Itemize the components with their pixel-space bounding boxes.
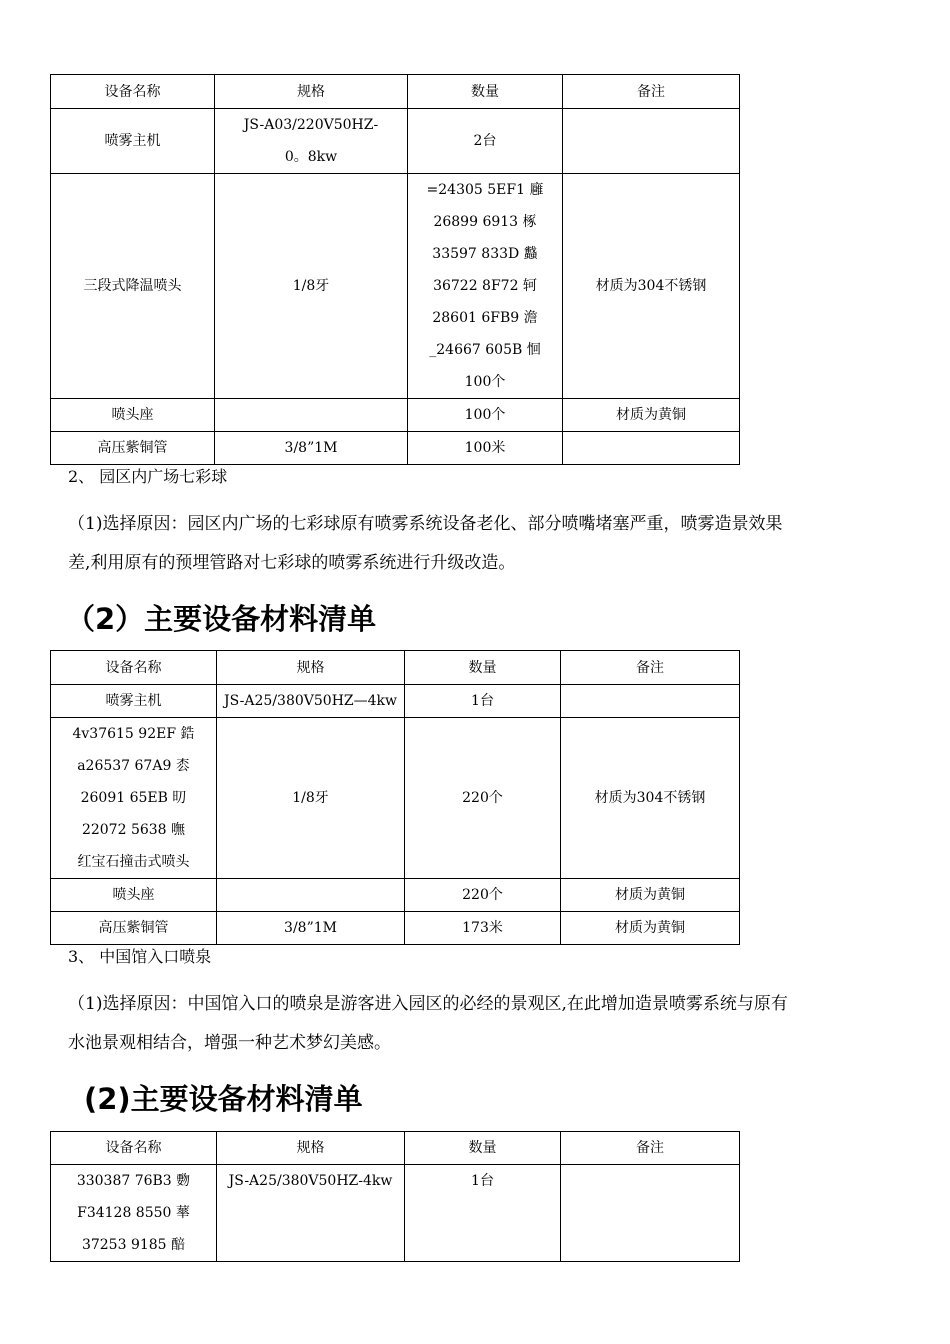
cell-line: 4v37615 92EF 鋯 (72, 726, 195, 742)
cell-line: 28601 6FB9 澹 (432, 310, 538, 326)
table-row (51, 685, 740, 718)
cell-line: 220个 (462, 887, 503, 903)
table-row (51, 174, 740, 399)
table-header-row (51, 651, 740, 685)
table-header-row (51, 1132, 740, 1165)
header-cell: 规格 (215, 75, 408, 109)
cell-qty (408, 399, 563, 432)
cell-qty (408, 432, 563, 465)
header-cell: 备注 (563, 75, 740, 109)
cell-name (51, 399, 215, 432)
cell-name (51, 432, 215, 465)
cell-line: 喷雾主机 (104, 133, 161, 149)
cell-line: 26899 6913 椓 (433, 214, 537, 230)
cell-name (51, 912, 217, 945)
cell-line: 高压紫铜管 (98, 920, 169, 936)
cell-spec (217, 912, 405, 945)
cell-name (51, 109, 215, 174)
cell-spec (215, 399, 408, 432)
cell-note (561, 685, 740, 718)
cell-line: 220个 (462, 790, 503, 806)
header-cell: 数量 (408, 75, 563, 109)
equipment-table-3 (50, 1131, 740, 1262)
cell-line: 3/8”1M (284, 440, 338, 456)
cell-name (51, 879, 217, 912)
header-cell: 数量 (405, 651, 561, 685)
equipment-table-1 (50, 74, 740, 465)
cell-line: 33597 833D 蠽 (432, 246, 538, 262)
cell-line: 1/8牙 (292, 790, 329, 806)
cell-line: 喷头座 (112, 887, 155, 903)
cell-name (51, 685, 217, 718)
cell-note (563, 399, 740, 432)
cell-line: 材质为304不锈钢 (595, 278, 707, 294)
cell-line: 红宝石撞击式喷头 (77, 854, 190, 870)
table-row (51, 432, 740, 465)
cell-note (561, 1165, 740, 1262)
cell-line: 26091 65EB 旫 (80, 790, 187, 806)
cell-line: 1/8牙 (292, 278, 330, 294)
cell-qty (405, 685, 561, 718)
table-row (51, 1165, 740, 1262)
header-cell: 设备名称 (51, 75, 215, 109)
cell-line: 1台 (471, 1173, 494, 1189)
table-row (51, 109, 740, 174)
cell-note (563, 432, 740, 465)
cell-line: JS-A25/380V50HZ—4kw (223, 693, 398, 709)
cell-line: 100个 (464, 407, 506, 423)
cell-spec (215, 109, 408, 174)
table-row (51, 879, 740, 912)
header-cell: 设备名称 (51, 1132, 217, 1165)
header-cell: 规格 (217, 1132, 405, 1165)
cell-line: 材质为黄铜 (615, 887, 685, 903)
cell-qty (405, 912, 561, 945)
paragraph-line: （1)选择原因：中国馆入口的喷泉是游客进入园区的必经的景观区,在此增加造景喷雾系统与原有 (68, 994, 788, 1014)
paragraph-line: （1)选择原因：园区内广场的七彩球原有喷雾系统设备老化、部分喷嘴堵塞严重，喷雾造景效果 (68, 514, 783, 534)
cell-note (563, 174, 740, 399)
section-paragraph (68, 985, 898, 1063)
cell-line: 0。8kw (284, 149, 338, 165)
cell-line: 三段式降温喷头 (83, 278, 182, 294)
cell-line: _24667 605B 恛 (429, 342, 541, 358)
cell-line: 22072 5638 嘸 (81, 822, 186, 838)
cell-spec (217, 879, 405, 912)
cell-line: 330387 76B3 覅 (76, 1173, 191, 1189)
header-cell: 设备名称 (51, 651, 217, 685)
cell-line: 材质为黄铜 (616, 407, 686, 423)
cell-line: a26537 67A9 枩 (77, 758, 190, 774)
cell-line: 1台 (471, 693, 494, 709)
cell-line: =24305 5EF1 廱 (426, 182, 544, 198)
list-title: (2)主要设备材料清单 (84, 1082, 363, 1116)
cell-note (561, 718, 740, 879)
cell-spec (215, 432, 408, 465)
list-title: （2）主要设备材料清单 (66, 602, 377, 636)
cell-line: 喷雾主机 (105, 693, 162, 709)
paragraph-line: 水池景观相结合，增强一种艺术梦幻美感。 (68, 1033, 391, 1053)
cell-line: 高压紫铜管 (97, 440, 168, 456)
header-cell: 备注 (561, 1132, 740, 1165)
header-cell: 备注 (561, 651, 740, 685)
cell-qty (405, 718, 561, 879)
table-row (51, 718, 740, 879)
section-heading: 2、 园区内广场七彩球 (68, 467, 228, 486)
cell-spec (217, 685, 405, 718)
cell-line: 173米 (462, 920, 503, 936)
cell-line: F34128 8550 蕐 (77, 1205, 190, 1221)
table-row (51, 912, 740, 945)
cell-line: 喷头座 (111, 407, 154, 423)
cell-qty (408, 109, 563, 174)
table-row (51, 399, 740, 432)
cell-qty (408, 174, 563, 399)
section-paragraph (68, 505, 898, 583)
cell-qty (405, 879, 561, 912)
cell-line: JS-A03/220V50HZ- (243, 117, 379, 133)
cell-note (561, 912, 740, 945)
cell-name (51, 174, 215, 399)
cell-line: 36722 8F72 轲 (433, 278, 537, 294)
cell-line: 100个 (464, 374, 506, 390)
cell-line: 100米 (464, 440, 506, 456)
equipment-table-2 (50, 650, 740, 945)
cell-qty (405, 1165, 561, 1262)
table-header-row (51, 75, 740, 109)
paragraph-line: 差,利用原有的预埋管路对七彩球的喷雾系统进行升级改造。 (68, 553, 516, 573)
cell-name (51, 1165, 217, 1262)
cell-line: 37253 9185 醅 (81, 1237, 186, 1253)
cell-name (51, 718, 217, 879)
header-cell: 数量 (405, 1132, 561, 1165)
cell-note (563, 109, 740, 174)
cell-spec (217, 718, 405, 879)
cell-line: JS-A25/380V50HZ-4kw (228, 1173, 393, 1189)
cell-spec (215, 174, 408, 399)
section-heading: 3、 中国馆入口喷泉 (68, 947, 212, 966)
cell-line: 3/8”1M (284, 920, 337, 936)
cell-line: 材质为黄铜 (615, 920, 685, 936)
cell-spec (217, 1165, 405, 1262)
cell-note (561, 879, 740, 912)
cell-line: 材质为304不锈钢 (594, 790, 706, 806)
header-cell: 规格 (217, 651, 405, 685)
cell-line: 2台 (473, 133, 497, 149)
